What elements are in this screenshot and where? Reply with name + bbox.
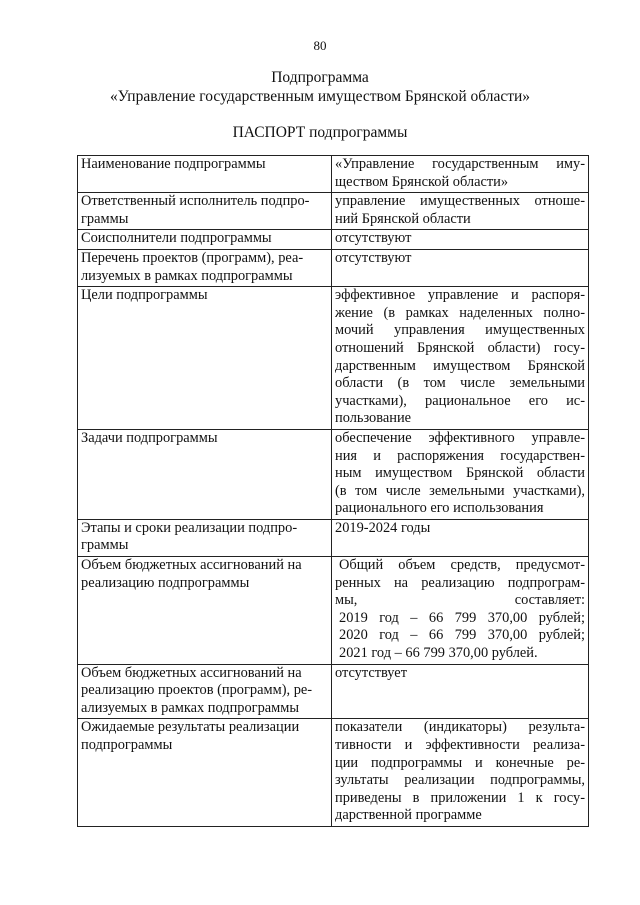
value-line: мы, составляет: [335, 592, 585, 609]
row-value [332, 557, 589, 665]
row-label: Задачи подпрограммы [78, 429, 332, 519]
value-line: приведены в приложении 1 к госу- [335, 789, 585, 806]
row-label: Соисполнители подпрограммы [78, 230, 332, 250]
row-label: Ответственный исполнитель подпро- граммы [78, 193, 332, 230]
value-line: эффективное управление и распоря- [335, 287, 585, 304]
value-line: (в том числе земельными участками), [335, 482, 585, 499]
row-value [332, 664, 589, 719]
table-row [78, 719, 589, 827]
table-row [78, 664, 589, 719]
value-line: ренных на реализацию подпрограм- [335, 574, 585, 591]
subprogram-heading [0, 68, 640, 106]
value-line: отношений Брянской области) госу- [335, 339, 585, 356]
value-line: области (в том числе земельными [335, 375, 585, 392]
value-line: ции подпрограммы и конечные ре- [335, 754, 585, 771]
row-value [332, 230, 589, 250]
row-label: Цели подпрограммы [78, 287, 332, 430]
value-line: ния и распоряжения государствен- [335, 447, 585, 464]
table-row [78, 557, 589, 665]
passport-title: ПАСПОРТ подпрограммы [232, 124, 408, 141]
row-label: Объем бюджетных ассигнований на реализацию проектов (программ), ре- ализуемых в рамках подпрограммы [78, 664, 332, 719]
value-line: 2021 год – 66 799 370,00 рублей. [339, 645, 538, 662]
value-line: мочий управления имущественных [335, 322, 585, 339]
row-label: Перечень проектов (программ), реа- лизуемых в рамках подпрограммы [78, 249, 332, 286]
row-value [332, 193, 589, 230]
value-line: дарственной программе [335, 807, 482, 824]
table-row [78, 249, 589, 286]
value-line: дарственным имуществом Брянской [335, 357, 585, 374]
row-value [332, 429, 589, 519]
row-label: Наименование подпрограммы [78, 156, 332, 193]
value-line: рационального его использования [335, 500, 544, 517]
value-line: зультаты реализации подпрограммы, [335, 772, 585, 789]
value-line: показатели (индикаторы) результа- [335, 719, 585, 736]
value-line: жение (в рамках наделенных полно- [335, 304, 585, 321]
page-number: 80 [313, 38, 327, 53]
heading-line-2: «Управление государственным имуществом Брянской области» [109, 88, 531, 105]
row-label: Ожидаемые результаты реализации подпрограммы [78, 719, 332, 827]
value-line: отсутствуют [335, 249, 412, 266]
value-line: 2019-2024 годы [335, 519, 431, 536]
table-row [78, 287, 589, 430]
row-value [332, 719, 589, 827]
value-line: ществом Брянской области» [335, 173, 509, 190]
table-row [78, 230, 589, 250]
value-line: 2020 год – 66 799 370,00 рублей; [339, 627, 585, 644]
value-line: обеспечение эффективного управле- [335, 429, 585, 446]
value-line: пользование [335, 410, 412, 427]
table-row [78, 156, 589, 193]
row-label: Этапы и сроки реализации подпро- граммы [78, 519, 332, 556]
row-label: Объем бюджетных ассигнований на реализацию подпрограммы [78, 557, 332, 665]
row-value [332, 287, 589, 430]
value-line: 2019 год – 66 799 370,00 рублей; [339, 609, 585, 626]
value-line: тивности и эффективности реализа- [335, 737, 585, 753]
value-line: Общий объем средств, предусмот- [339, 557, 585, 574]
row-value [332, 519, 589, 556]
table-row [78, 429, 589, 519]
value-line: управление имущественных отноше- [335, 193, 585, 210]
table-row [78, 519, 589, 556]
passport-table [77, 155, 589, 827]
row-value [332, 156, 589, 193]
value-line: участками), рациональное его ис- [335, 392, 585, 409]
heading-line-1: Подпрограмма [271, 69, 369, 86]
value-line: «Управление государственным иму- [335, 156, 585, 172]
value-line: отсутствуют [335, 230, 412, 247]
table-row [78, 193, 589, 230]
value-line: ным имуществом Брянской области [335, 465, 585, 482]
value-line: отсутствует [335, 664, 407, 681]
row-value [332, 249, 589, 286]
value-line: ний Брянской области [335, 210, 471, 227]
